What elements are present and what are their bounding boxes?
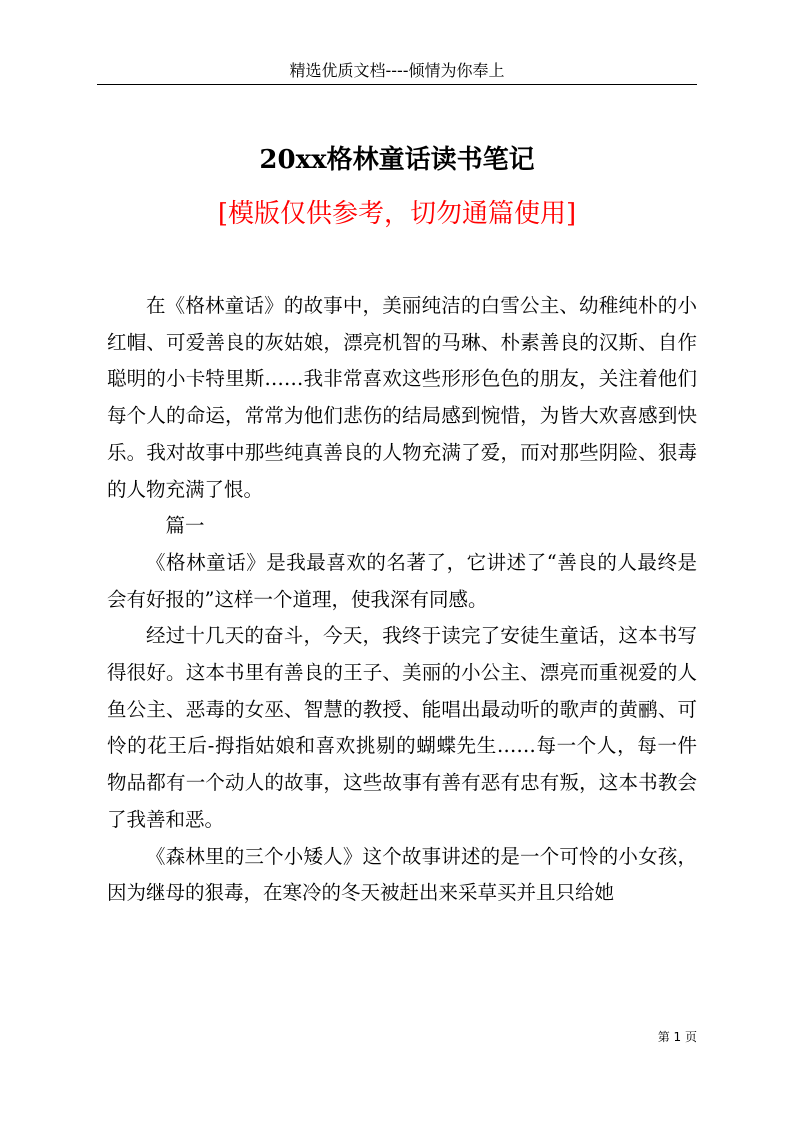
document-subtitle: [模版仅供参考，切勿通篇使用] [217, 199, 577, 229]
paragraph-intro: 在《格林童话》的故事中，美丽纯洁的白雪公主、幼稚纯朴的小红帽、可爱善良的灰姑娘，漂亮机智的马琳、朴素善良的汉斯、自作聪明的小卡特里斯……我非常喜欢这些形形色色的朋友，关注着他们每个人的命运，常常为他们悲伤的结局感到惋惜，为皆大欢喜感到快乐。我对故事中那些纯真善良的人物充满了爱，而对那些阴险、狠毒的人物充满了恨。 [107, 294, 697, 501]
paragraph: 《森林里的三个小矮人》这个故事讲述的是一个可怜的小女孩，因为继母的狠毒，在寒冷的冬天被赶出来采草买并且只给她 [107, 844, 697, 905]
document-title: 20xx格林童话读书笔记 [259, 145, 535, 175]
page-header: 精选优质文档----倾情为你奉上 [289, 61, 505, 80]
page-number: 第 1 页 [657, 1030, 697, 1044]
section-heading: 篇一 [165, 514, 205, 538]
paragraph: 经过十几天的奋斗，今天，我终于读完了安徒生童话，这本书写得很好。这本书里有善良的王子、美丽的小公主、漂亮而重视爱的人鱼公主、恶毒的女巫、智慧的教授、能唱出最动听的歌声的黄鹂、可怜的花王后-拇指姑娘和喜欢挑剔的蝴蝶先生……每一个人，每一件物品都有一个动人的故事，这些故事有善有恶有忠有叛，这本书教会了我善和恶。 [107, 624, 697, 831]
paragraph: 《格林童话》是我最喜欢的名著了，它讲述了“善良的人最终是会有好报的”这样一个道理，使我深有同感。 [107, 550, 697, 611]
header-divider [97, 84, 697, 85]
document-body [107, 288, 697, 912]
